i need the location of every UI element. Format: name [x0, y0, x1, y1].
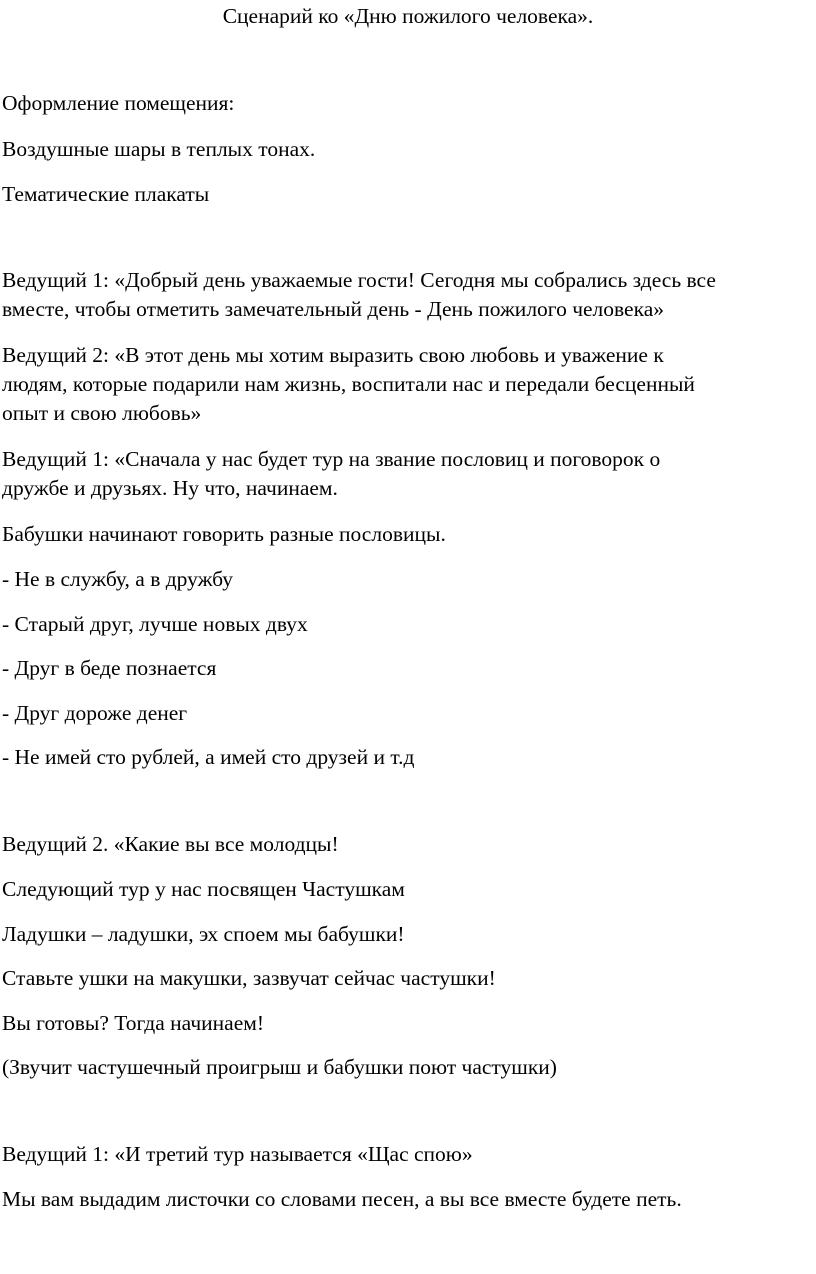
- proverb-item: - Старый друг, лучше новых двух: [2, 612, 308, 636]
- proverb-item: - Не имей сто рублей, а имей сто друзей и т.д: [2, 745, 415, 769]
- host2-speech-line2: людям, которые подарили нам жизнь, воспитали нас и передали бесценный: [2, 372, 695, 396]
- host2-praise: Ведущий 2. «Какие вы все молодцы!: [2, 832, 339, 856]
- decor-posters: Тематические плакаты: [2, 182, 210, 206]
- chastushki-tour: Следующий тур у нас посвящен Частушкам: [2, 877, 405, 901]
- host2-speech-line3: опыт и свою любовь»: [2, 401, 202, 425]
- host1-greeting-line1: Ведущий 1: «Добрый день уважаемые гости! Сегодня мы собрались здесь все: [2, 268, 716, 292]
- chastushki-verse1: Ладушки – ладушки, эх споем мы бабушки!: [2, 922, 405, 946]
- proverb-item: - Друг дороже денег: [2, 701, 188, 725]
- proverb-item: - Не в службу, а в дружбу: [2, 567, 234, 591]
- stage-direction: (Звучит частушечный проигрыш и бабушки поют частушки): [2, 1055, 557, 1079]
- host1-tour-line2: дружбе и друзьях. Ну что, начинаем.: [2, 476, 338, 500]
- decor-balloons: Воздушные шары в теплых тонах.: [2, 137, 316, 161]
- decor-heading: Оформление помещения:: [2, 91, 235, 115]
- host1-tour-line1: Ведущий 1: «Сначала у нас будет тур на звание пословиц и поговорок о: [2, 447, 661, 471]
- document-title: Сценарий ко «Дню пожилого человека».: [222, 4, 594, 28]
- host1-greeting-line2: вместе, чтобы отметить замечательный день - День пожилого человека»: [2, 297, 665, 321]
- grandmas-proverbs-intro: Бабушки начинают говорить разные пословицы.: [2, 522, 446, 546]
- host1-third-tour: Ведущий 1: «И третий тур называется «Щас спою»: [2, 1142, 473, 1166]
- ready-question: Вы готовы? Тогда начинаем!: [2, 1011, 265, 1035]
- host2-speech-line1: Ведущий 2: «В этот день мы хотим выразить свою любовь и уважение к: [2, 343, 664, 367]
- proverb-item: - Друг в беде познается: [2, 656, 217, 680]
- song-sheets-line: Мы вам выдадим листочки со словами песен, а вы все вместе будете петь.: [2, 1187, 682, 1211]
- chastushki-verse2: Ставьте ушки на макушки, зазвучат сейчас частушки!: [2, 966, 496, 990]
